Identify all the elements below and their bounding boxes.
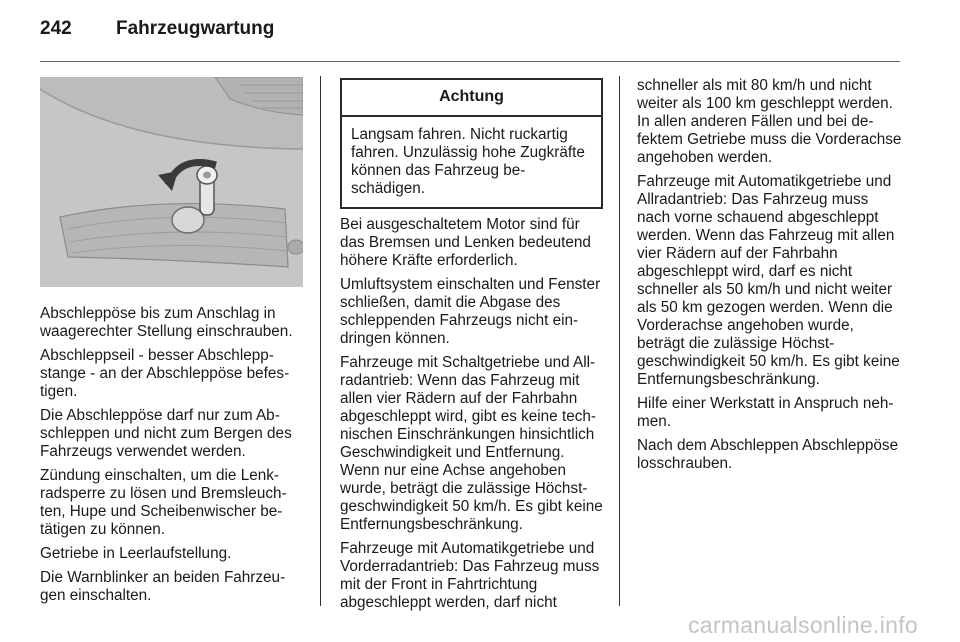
paragraph: Fahrzeuge mit Automatikgetriebe und Vorderradantrieb: Das Fahrzeug muss mit der Front in Fahrtrichtung abgeschleppt werden, darf nicht [340, 540, 600, 611]
paragraph: schneller als mit 80 km/h und nicht weiter als 100 km geschleppt werden. In allen anderen Fällen und bei defektem Getriebe muss die Vorderachse angehoben werden. [637, 77, 902, 166]
column-3 [637, 77, 905, 479]
column-1 [40, 305, 305, 611]
paragraph: Abschleppseil - besser Abschleppstange - an der Abschleppöse befestigen. [40, 347, 290, 400]
chapter-title: Fahrzeugwartung [116, 18, 275, 39]
column-divider [320, 76, 321, 606]
paragraph: Nach dem Abschleppen Abschleppöse losschrauben. [637, 437, 899, 472]
paragraph: Die Warnblinker an beiden Fahrzeugen einschalten. [40, 569, 286, 604]
paragraph: Getriebe in Leerlaufstellung. [40, 545, 232, 562]
paragraph: Hilfe einer Werkstatt in Anspruch nehmen. [637, 395, 894, 430]
paragraph: Umluftsystem einschalten und Fenster schließen, damit die Abgase des schleppenden Fahrzeugs nicht eindringen können. [340, 276, 601, 347]
page-header [40, 18, 274, 48]
column-divider [619, 76, 620, 606]
paragraph: Zündung einschalten, um die Lenkradsperre zu lösen und Bremsleuchten, Hupe und Scheibenwischer betätigen zu können. [40, 467, 287, 538]
paragraph: Fahrzeuge mit Schaltgetriebe und Allradantrieb: Wenn das Fahrzeug mit allen vier Rädern auf der Fahrbahn abgeschleppt wird, gibt es keine technischen Einschränkungen hinsichtlich Geschwindigkeit und Entfernung. Wenn nur eine Achse angehoben wurde, beträgt die zulässige Höchstgeschwindigkeit 50 km/h. Es gibt keine Entfernungsbeschränkung. [340, 354, 603, 533]
paragraph: Abschleppöse bis zum Anschlag in waagerechter Stellung einschrauben. [40, 305, 293, 340]
paragraph: Die Abschleppöse darf nur zum Abschleppen und nicht zum Bergen des Fahrzeugs verwendet werden. [40, 407, 292, 460]
page-number: 242 [40, 18, 72, 39]
paragraph: Fahrzeuge mit Automatikgetriebe und Allradantrieb: Das Fahrzeug muss nach vorne schauend abgeschleppt werden. Wenn das Fahrzeug mit allen vier Rädern auf der Fahrbahn abgeschleppt wird, darf es nicht schneller als 50 km/h und nicht weiter als 50 km gezogen werden. Wenn die Vorderachse angehoben wurde, beträgt die zulässige Höchstgeschwindigkeit 50 km/h. Es gibt keine Entfernungsbeschränkung. [637, 173, 900, 388]
header-rule [40, 61, 900, 62]
towing-eye-icon [40, 77, 303, 287]
paragraph: Bei ausgeschaltetem Motor sind für das Bremsen und Lenken bedeutend höhere Kräfte erforderlich. [340, 216, 591, 269]
warning-text: Langsam fahren. Nicht ruckartig fahren. Unzulässig hohe Zugkräfte können das Fahrzeug beschädigen. [351, 126, 585, 197]
warning-title: Achtung [342, 80, 601, 117]
column-2 [340, 216, 605, 618]
towing-eye-illustration [40, 77, 303, 287]
warning-box [340, 78, 603, 209]
watermark: carmanualsonline.info [687, 612, 918, 638]
